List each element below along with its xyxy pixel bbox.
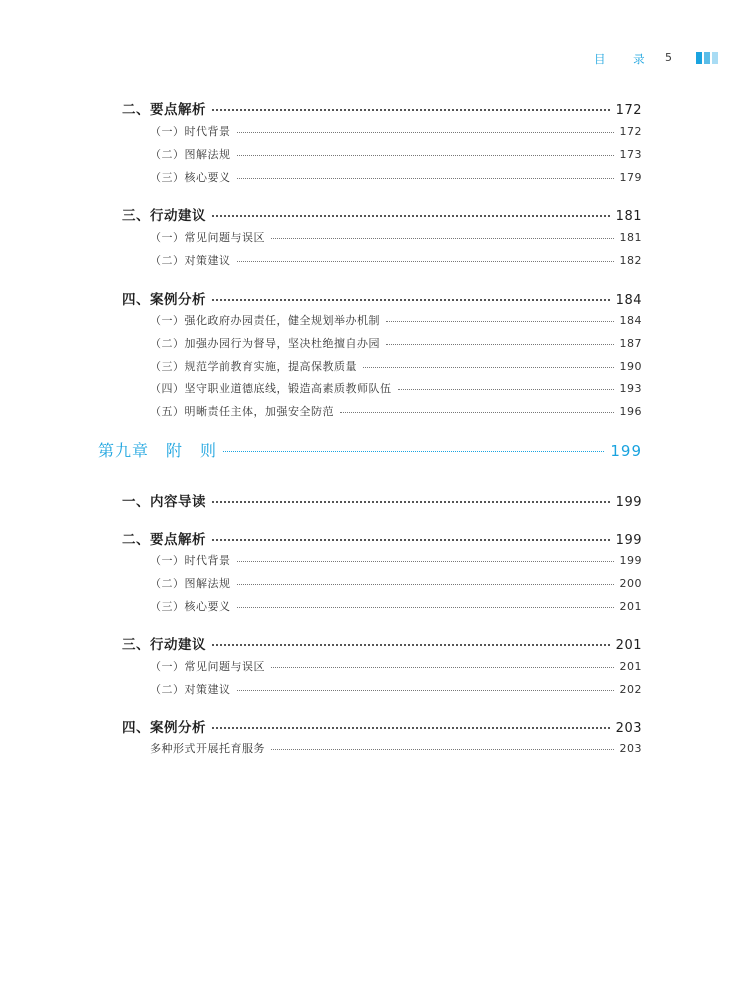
toc-entry-title: （四）坚守职业道德底线，锻造高素质教师队伍 <box>150 382 392 395</box>
toc-entry-title: （三）规范学前教育实施，提高保教质量 <box>150 360 357 373</box>
toc-entry-title: 三、行动建议 <box>122 208 206 224</box>
toc-entry-page: 201 <box>615 638 642 653</box>
dot-leader <box>212 726 610 729</box>
toc-entry-sub[interactable] <box>150 229 642 245</box>
dot-leader <box>386 343 614 345</box>
toc-entry-page: 203 <box>619 742 642 755</box>
toc-entry-title: 三、行动建议 <box>122 637 206 653</box>
dot-leader <box>237 583 614 585</box>
toc-entry-title: （一）强化政府办园责任，健全规划举办机制 <box>150 314 380 327</box>
toc-entry-page: 179 <box>619 171 642 184</box>
toc-entry-sub[interactable] <box>150 658 642 674</box>
toc-entry-page: 187 <box>619 337 642 350</box>
toc-entry-sub[interactable] <box>150 403 642 419</box>
toc-entry-title: （一）常见问题与误区 <box>150 660 265 673</box>
toc-entry-page: 201 <box>619 600 642 613</box>
toc-entry-section[interactable] <box>122 288 642 308</box>
toc-entry-sub[interactable] <box>150 312 642 328</box>
decor-bar <box>712 52 718 64</box>
toc-entry-page: 193 <box>619 382 642 395</box>
dot-leader <box>212 214 610 217</box>
toc-entry-section[interactable] <box>122 204 642 224</box>
dot-leader <box>271 666 614 668</box>
toc-entry-page: 172 <box>619 125 642 138</box>
toc-entry-chapter[interactable] <box>98 438 642 461</box>
toc-entry-sub[interactable] <box>150 380 642 396</box>
dot-leader <box>212 108 610 111</box>
dot-leader <box>363 366 614 368</box>
toc-entry-page: 199 <box>619 554 642 567</box>
toc-entry-page: 173 <box>619 148 642 161</box>
toc-entry-title: （五）明晰责任主体，加强安全防范 <box>150 405 334 418</box>
toc-entry-title: 四、案例分析 <box>122 292 206 308</box>
toc-entry-title: （一）时代背景 <box>150 125 231 138</box>
toc-entry-page: 190 <box>619 360 642 373</box>
dot-leader <box>237 260 614 262</box>
toc-entry-sub[interactable] <box>150 358 642 374</box>
toc-entry-title: 二、要点解析 <box>122 532 206 548</box>
dot-leader <box>223 450 604 452</box>
dot-leader <box>212 643 610 646</box>
dot-leader <box>398 388 614 390</box>
dot-leader <box>212 538 610 541</box>
toc-entry-sub[interactable] <box>150 146 642 162</box>
toc-entry-sub[interactable] <box>150 740 642 756</box>
dot-leader <box>237 560 614 562</box>
toc-entry-sub[interactable] <box>150 335 642 351</box>
toc-entry-page: 182 <box>619 254 642 267</box>
toc-entry-title: （二）对策建议 <box>150 254 231 267</box>
toc-entry-section[interactable] <box>122 716 642 736</box>
toc-entry-page: 202 <box>619 683 642 696</box>
dot-leader <box>386 320 614 322</box>
toc-entry-section[interactable] <box>122 528 642 548</box>
toc-entry-sub[interactable] <box>150 575 642 591</box>
toc-entry-title: （二）加强办园行为督导，坚决杜绝擅自办园 <box>150 337 380 350</box>
toc-entry-page: 201 <box>619 660 642 673</box>
toc-entry-title: 四、案例分析 <box>122 720 206 736</box>
dot-leader <box>237 689 614 691</box>
dot-leader <box>212 298 610 301</box>
running-header-label: 目 录 <box>594 52 657 66</box>
header-decoration-bars <box>696 52 718 64</box>
toc-entry-sub[interactable] <box>150 598 642 614</box>
toc-entry-page: 184 <box>619 314 642 327</box>
toc-entry-sub[interactable] <box>150 169 642 185</box>
toc-entry-title: 二、要点解析 <box>122 102 206 118</box>
toc-entry-page: 203 <box>615 721 642 736</box>
toc-entry-title: （三）核心要义 <box>150 600 231 613</box>
dot-leader <box>212 500 610 503</box>
toc-entry-page: 181 <box>615 209 642 224</box>
toc-entry-page: 199 <box>615 495 642 510</box>
toc-entry-section[interactable] <box>122 633 642 653</box>
toc-entry-title: （二）对策建议 <box>150 683 231 696</box>
toc-entry-title: （二）图解法规 <box>150 148 231 161</box>
toc-entry-page: 200 <box>619 577 642 590</box>
dot-leader <box>237 177 614 179</box>
page-number: 5 <box>665 51 672 64</box>
toc-entry-title: （一）常见问题与误区 <box>150 231 265 244</box>
toc-entry-title: 多种形式开展托育服务 <box>150 742 265 755</box>
toc-entry-title: 第九章 附 则 <box>98 441 218 460</box>
toc-entry-page: 184 <box>615 293 642 308</box>
toc-entry-page: 181 <box>619 231 642 244</box>
toc-entry-sub[interactable] <box>150 123 642 139</box>
toc-entry-title: 一、内容导读 <box>122 494 206 510</box>
dot-leader <box>237 154 614 156</box>
toc-entry-sub[interactable] <box>150 681 642 697</box>
toc-entry-page: 199 <box>615 533 642 548</box>
decor-bar <box>704 52 710 64</box>
toc-entry-sub[interactable] <box>150 552 642 568</box>
toc-entry-page: 199 <box>610 442 642 460</box>
dot-leader <box>237 131 614 133</box>
toc-entry-page: 172 <box>615 103 642 118</box>
toc-entry-section[interactable] <box>122 98 642 118</box>
toc-entry-title: （二）图解法规 <box>150 577 231 590</box>
dot-leader <box>237 606 614 608</box>
decor-bar <box>696 52 702 64</box>
dot-leader <box>340 411 614 413</box>
toc-entry-sub[interactable] <box>150 252 642 268</box>
toc-entry-page: 196 <box>619 405 642 418</box>
toc-entry-title: （三）核心要义 <box>150 171 231 184</box>
toc-entry-title: （一）时代背景 <box>150 554 231 567</box>
toc-entry-section[interactable] <box>122 490 642 510</box>
dot-leader <box>271 237 614 239</box>
dot-leader <box>271 748 614 750</box>
